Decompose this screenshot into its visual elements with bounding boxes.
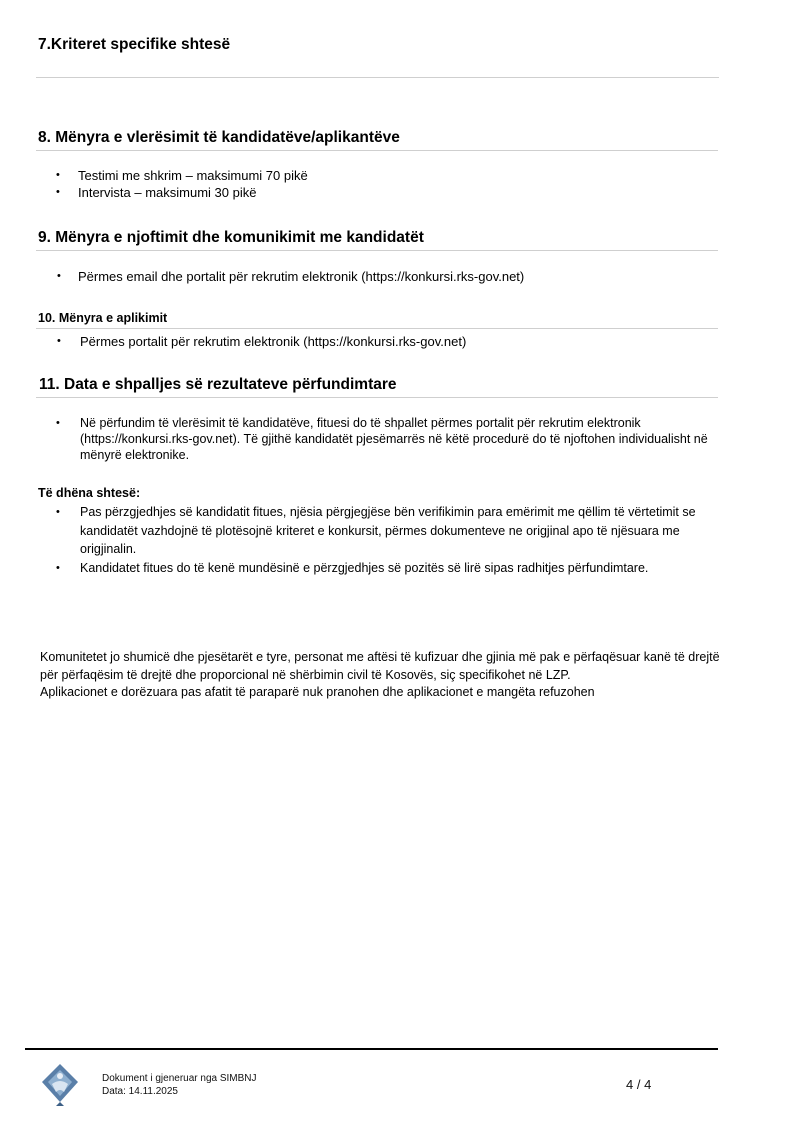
section-8-list [56, 167, 308, 201]
extra-info-title: Të dhëna shtesë: [38, 486, 141, 500]
list-item: • Përmes portalit për rekrutim elektronik (https://konkursi.rks-gov.net) [57, 334, 467, 349]
divider [36, 77, 719, 78]
list-item: • Intervista – maksimumi 30 pikë [56, 185, 257, 200]
closing-paragraph [40, 649, 720, 702]
list-item: • Përmes email dhe portalit për rekrutim elektronik (https://konkursi.rks-gov.net) [57, 269, 525, 284]
section-9-list [57, 268, 524, 285]
list-item: • Kandidatet fitues do të kenë mundësinë e përzgjedhjes së pozitës së lirë sipas radhitjes përfundimtare. [56, 560, 649, 575]
list-item: • Në përfundim të vlerësimit të kandidatëve, fituesi do të shpallet përmes portalit për rekrutim elektronik (https://konkursi.rks-gov.net). Të gjithë kandidatët pjesëmarrës në këtë procedurë do të njoftohen individualisht në mënyrë elektronike. [56, 416, 708, 462]
extra-info-list [56, 503, 720, 577]
list-item: • Testimi me shkrim – maksimumi 70 pikë [56, 168, 308, 183]
divider [36, 328, 718, 329]
closing-line-2: Aplikacionet e dorëzuara pas afatit të paraparë nuk pranohen dhe aplikacionet e mangëta refuzohen [40, 685, 595, 699]
section-11-list [56, 415, 716, 463]
simbnj-logo-icon [38, 1062, 82, 1106]
section-7-title: 7.Kriteret specifike shtesë [38, 36, 231, 53]
divider [36, 397, 718, 398]
divider [36, 150, 718, 151]
closing-line-1: Komunitetet jo shumicë dhe pjesëtarët e tyre, personat me aftësi të kufizuar dhe gjinia më pak e përfaqësuar kanë të drejtë për përfaqësim të drejtë dhe proporcional në shërbimin civil të Kosovës, siç specifikohet në LZP. [40, 650, 720, 682]
section-10-list [57, 333, 466, 350]
footer-date: Data: 14.11.2025 [102, 1086, 178, 1097]
section-9-title: 9. Mënyra e njoftimit dhe komunikimit me kandidatët [38, 229, 424, 246]
list-item: • Pas përzgjedhjes së kandidatit fitues, njësia përgjegjëse bën verifikimin para emërimit me qëllim të vërtetimit se kandidatët vazhdojnë të plotësojnë kriteret e konkursit, përmes dokumenteve ne origjinal apo të njësuara me origjinalin. [56, 505, 696, 556]
footer-info [102, 1072, 257, 1098]
footer-divider [25, 1048, 718, 1050]
footer-generated: Dokument i gjeneruar nga SIMBNJ [102, 1073, 257, 1084]
divider [36, 250, 718, 251]
section-10-title: 10. Mënyra e aplikimit [38, 311, 168, 325]
page-number: 4 / 4 [626, 1077, 652, 1092]
section-11-title: 11. Data e shpalljes së rezultateve përfundimtare [39, 376, 397, 393]
section-8-title: 8. Mënyra e vlerësimit të kandidatëve/aplikantëve [38, 129, 400, 146]
